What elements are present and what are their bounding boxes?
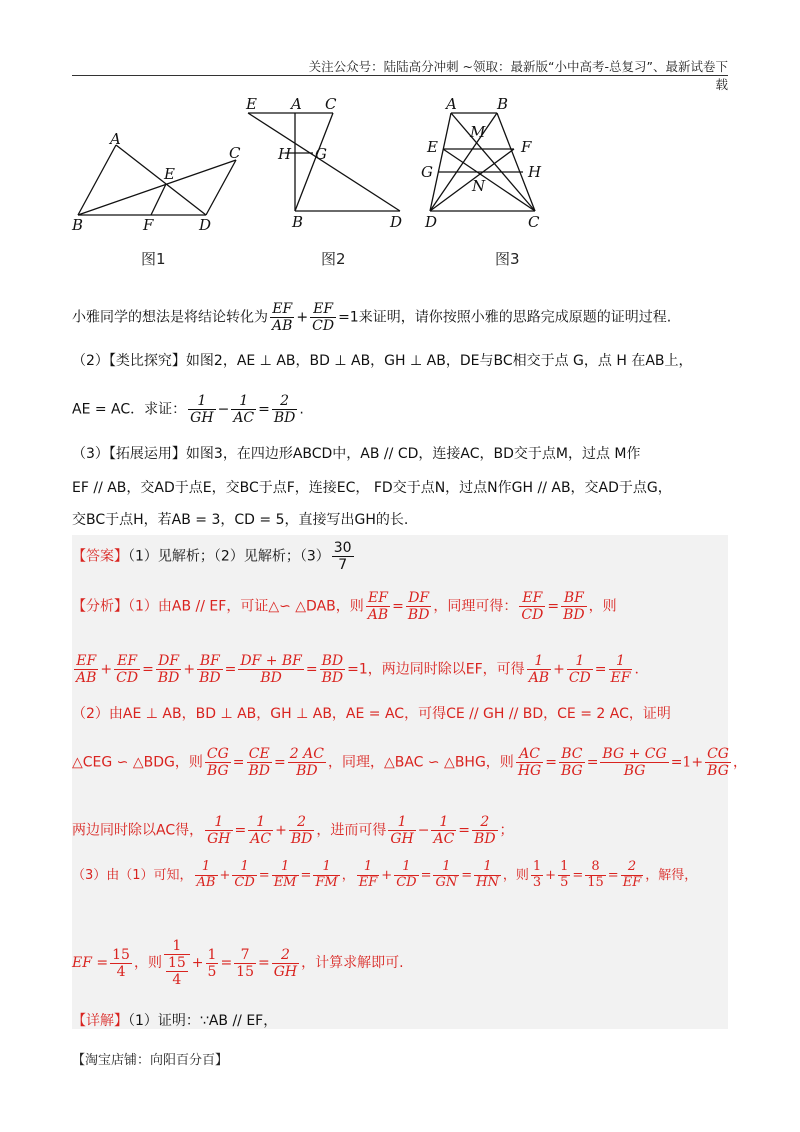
analysis-line-7: EF = $\frac{15}{4}$ ，则 $\frac{1}{\frac{15}{4}}$ + $\frac{1}{5}$ = $\frac{7}{15}$ = $\frac{2}{GH}$ ，计算求解即可.: [72, 938, 404, 989]
fig2-label-H: H: [278, 145, 292, 163]
analysis-line-6: （3）由（1）可知， $\frac{1}{AB}$ + $\frac{1}{CD}$ = $\frac{1}{EM}$ = $\frac{1}{FM}$ ， $\frac{1}{EF}$ + $\frac{1}{CD}$ = $\frac{1}{GN}$ = $\frac{1}{HN}$ ，则 $\frac{1}{3}$ + $\frac{1}{5}$ = $\frac{8}{15}$ = $\frac{2}{EF}$ ，解得，: [72, 859, 698, 890]
fig2-label-C: C: [325, 95, 337, 113]
figure-2-caption: 图2: [321, 250, 346, 268]
fig3-label-B: B: [497, 95, 509, 113]
problem-line-4: （3）【拓展运用】如图3，在四边形ABCD中，AB // CD，连接AC，BD交于点M，过点 M作: [72, 446, 641, 462]
analysis-line-4: △CEG ∽ △BDG，则 $\frac{CG}{BG}$ = $\frac{CE}{BD}$ = $\frac{2 AC}{BD}$ ，同理，△BAC ∽ △BHG，则 $\frac{AC}{HG}$ = $\frac{BC}{BG}$ = $\frac{BG + CG}{BG}$ =1+ $\frac{CG}{BG}$ ，: [72, 746, 747, 780]
fig1-label-A: A: [110, 130, 121, 148]
problem-line-5: EF // AB，交AD于点E，交BC于点F，连接EC， FD交于点N，过点N作GH // AB，交AD于点G，: [72, 480, 672, 496]
figure-2: [240, 93, 415, 233]
page-header: 关注公众号：陆陆高分冲刺 ~领取：最新版“小中高考-总复习”、最新试卷下载: [308, 59, 728, 92]
fig1-label-C: C: [229, 144, 241, 162]
answer-line: 【答案】（1）见解析；（2）见解析；（3） $\frac{30}{7}$: [72, 540, 352, 574]
detail-label: 【详解】: [72, 1013, 128, 1029]
fig2-label-B: B: [292, 213, 304, 231]
detail-line: 【详解】（1）证明：∵AB // EF，: [72, 1013, 278, 1029]
fig1-label-D: D: [199, 216, 212, 234]
fig3-label-C: C: [528, 213, 540, 231]
analysis-line-1: 【分析】（1）由AB // EF，可证△∽ △DAB，则 $\frac{EF}{AB}$ = $\frac{DF}{BD}$ ，同理可得： $\frac{EF}{CD}$ = $\frac{BF}{BD}$ ，则: [72, 590, 617, 624]
figure-1: [66, 130, 256, 235]
analysis-line-3: （2）由AE ⊥ AB，BD ⊥ AB，GH ⊥ AB，AE = AC，可得CE // GH // BD，CE = 2 AC，证明: [72, 706, 671, 722]
problem-line-2: （2）【类比探究】如图2，AE ⊥ AB，BD ⊥ AB，GH ⊥ AB，DE与BC相交于点 G，点 H 在AB上，: [72, 353, 693, 369]
fig3-label-E: E: [427, 138, 438, 156]
analysis-line-5: 两边同时除以AC得， $\frac{1}{GH}$ = $\frac{1}{AC}$ + $\frac{2}{BD}$ ，进而可得 $\frac{1}{GH}$ − $\frac{1}{AC}$ = $\frac{2}{BD}$ ；: [72, 814, 514, 848]
analysis-line-2: $\frac{EF}{AB}$ + $\frac{EF}{CD}$ = $\frac{DF}{BD}$ + $\frac{BF}{BD}$ = $\frac{DF + BF}{BD}$ = $\frac{BD}{BD}$ =1，两边同时除以EF，可得 $\frac{1}{AB}$ + $\frac{1}{CD}$ = $\frac{1}{EF}$ .: [76, 653, 639, 687]
fig3-label-A: A: [446, 95, 457, 113]
fig2-label-D: D: [390, 213, 403, 231]
fig3-label-G: G: [421, 163, 433, 181]
problem-line-3: AE = AC．求证： $\frac{1}{GH}$ − $\frac{1}{AC}$ = $\frac{2}{BD}$ .: [72, 393, 304, 427]
fig2-label-G: G: [315, 145, 327, 163]
answer-label: 【答案】: [72, 548, 128, 565]
fig3-label-N: N: [472, 177, 486, 195]
fig2-label-A: A: [291, 95, 302, 113]
fig1-label-F: F: [143, 216, 154, 234]
analysis-label: 【分析】: [72, 598, 128, 615]
problem-line-1: 小雅同学的想法是将结论转化为 $\frac{EF}{AB}$ + $\frac{EF}{CD}$ =1来证明，请你按照小雅的思路完成原题的证明过程.: [72, 301, 672, 335]
problem-line-6: 交BC于点H，若AB = 3，CD = 5，直接写出GH的长.: [72, 512, 409, 528]
fig3-label-M: M: [470, 123, 486, 141]
fig3-label-F: F: [521, 138, 532, 156]
fig2-label-E: E: [246, 95, 257, 113]
figure-1-caption: 图1: [141, 250, 166, 268]
fig3-label-D: D: [425, 213, 438, 231]
fig1-label-B: B: [72, 216, 84, 234]
header-rule: [72, 75, 728, 76]
fig1-label-E: E: [164, 165, 175, 183]
figure-3-caption: 图3: [495, 250, 520, 268]
figure-3: [417, 93, 552, 233]
page-footer: 【淘宝店铺：向阳百分百】: [72, 1053, 229, 1068]
fig3-label-H: H: [528, 163, 542, 181]
